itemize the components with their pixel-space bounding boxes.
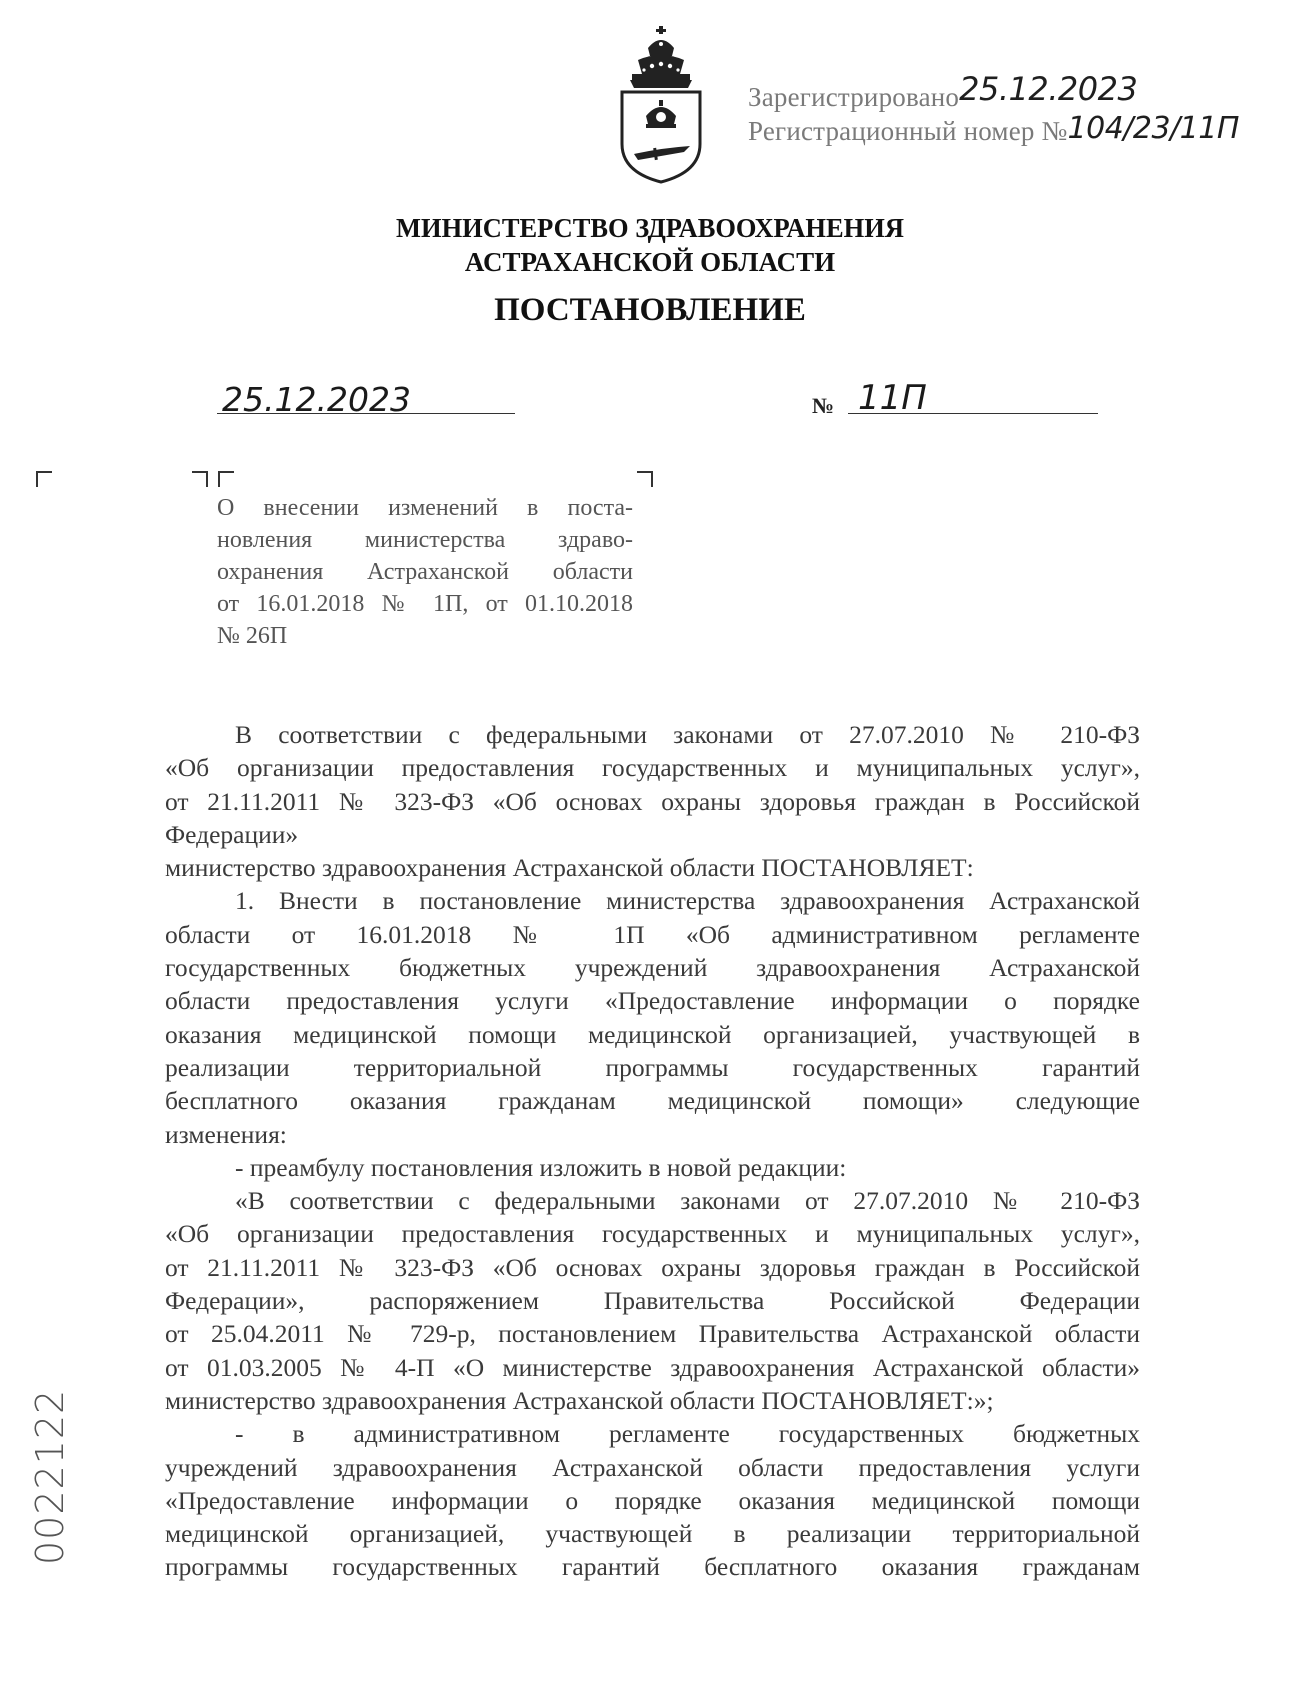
registration-number-handwritten: 104/23/11П: [1067, 111, 1239, 146]
document-subject: [217, 492, 633, 652]
body-line: реализации территориальной программы государственных гарантий: [165, 1052, 1140, 1082]
body-line: «Об организации предоставления государственных и муниципальных услуг»,: [165, 1219, 1140, 1249]
corner-bracket: [36, 471, 52, 487]
corner-bracket: [637, 471, 653, 487]
body-line: «Об организации предоставления государственных и муниципальных услуг»,: [165, 753, 1140, 783]
body-line: от 21.11.2011 № 323-ФЗ «Об основах охраны здоровья граждан в Российской: [165, 786, 1140, 816]
body-line: оказания медицинской помощи медицинской организацией, участвующей в: [165, 1019, 1140, 1049]
document-number-handwritten: 11П: [858, 378, 927, 418]
body-line: области от 16.01.2018 № 1П «Об административном регламенте: [165, 919, 1140, 949]
document-body: [165, 718, 1140, 1584]
subject-line: от 16.01.2018 № 1П, от 01.10.2018: [217, 591, 633, 617]
body-line: 1. Внести в постановление министерства здравоохранения Астраханской: [235, 886, 1140, 916]
body-line: «Предоставление информации о порядке оказания медицинской помощи: [165, 1485, 1140, 1515]
body-line: «В соответствии с федеральными законами от 27.07.2010 № 210-ФЗ: [235, 1186, 1140, 1216]
body-line: программы государственных гарантий бесплатного оказания гражданам: [165, 1552, 1140, 1582]
subject-line: охранения Астраханской области: [217, 559, 633, 585]
body-line: медицинской организацией, участвующей в реализации территориальной: [165, 1519, 1140, 1549]
body-line: учреждений здравоохранения Астраханской области предоставления услуги: [165, 1452, 1140, 1482]
body-line: от 01.03.2005 № 4-П «О министерстве здравоохранения Астраханской области»: [165, 1352, 1140, 1382]
body-line: Федерации», распоряжением Правительства Российской Федерации: [165, 1286, 1140, 1316]
body-line: министерство здравоохранения Астраханской области ПОСТАНОВЛЯЕТ:: [165, 853, 974, 883]
body-line: Федерации»: [165, 819, 299, 849]
number-label: №: [812, 393, 835, 418]
coat-of-arms-icon: [618, 26, 704, 184]
document-date-handwritten: 25.12.2023: [222, 380, 411, 419]
subject-line: новления министерства здраво-: [217, 527, 633, 553]
ministry-name-line2: АСТРАХАНСКОЙ ОБЛАСТИ: [464, 247, 836, 277]
registered-label: Зарегистрировано: [748, 82, 960, 112]
registration-date-line: [748, 70, 1138, 114]
registered-date-handwritten: 25.12.2023: [959, 70, 1138, 108]
registration-number-line: [748, 113, 1239, 148]
body-line: - в административном регламенте государственных бюджетных: [235, 1419, 1140, 1449]
body-line: бесплатного оказания гражданам медицинской помощи» следующие: [165, 1086, 1140, 1116]
registration-number-label: Регистрационный номер №: [748, 116, 1068, 146]
serial-number: 0022122: [28, 1388, 72, 1565]
body-line: - преамбулу постановления изложить в новой редакции:: [235, 1152, 847, 1182]
document-type-title: ПОСТАНОВЛЕНИЕ: [494, 292, 806, 328]
body-line: области предоставления услуги «Предоставление информации о порядке: [165, 986, 1140, 1016]
body-line: от 21.11.2011 № 323-ФЗ «Об основах охраны здоровья граждан в Российской: [165, 1252, 1140, 1282]
ministry-name-line1: МИНИСТЕРСТВО ЗДРАВООХРАНЕНИЯ: [396, 213, 904, 243]
body-line: государственных бюджетных учреждений здравоохранения Астраханской: [165, 953, 1140, 983]
corner-bracket: [218, 471, 234, 487]
corner-bracket: [192, 471, 208, 487]
body-line: изменения:: [165, 1119, 287, 1149]
body-line: министерство здравоохранения Астраханской области ПОСТАНОВЛЯЕТ:»;: [165, 1385, 994, 1415]
subject-line: О внесении изменений в поста-: [217, 495, 633, 521]
body-line: от 25.04.2011 № 729-р, постановлением Правительства Астраханской области: [165, 1319, 1140, 1349]
subject-line: № 26П: [217, 623, 288, 649]
body-line: В соответствии с федеральными законами от 27.07.2010 № 210-ФЗ: [235, 720, 1140, 749]
